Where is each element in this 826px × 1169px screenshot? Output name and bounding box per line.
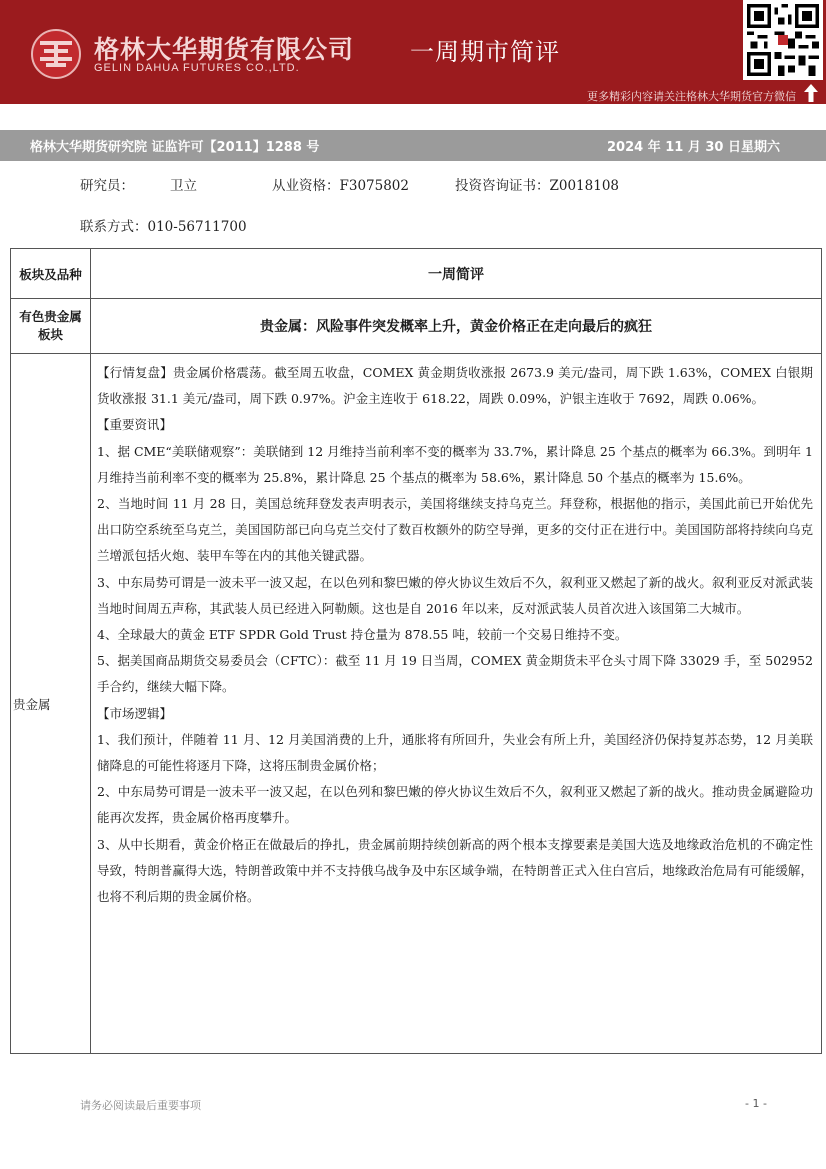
news-item-3: 3、中东局势可谓是一波未平一波又起，在以色列和黎巴嫩的停火协议生效后不久，叙利亚又燃起了新的战火。叙利亚反对派武装当地时间周五声称，其武装人员已经进入阿勒颇。这也是自 2016 年以来，反对派武装人员首次进入该国第二大城市。 [97,574,813,616]
section-label-line1: 有色贵金属 [19,309,82,324]
review-body [91,354,822,1054]
news-item-1: 1、据 CME“美联储观察”：美联储到 12 月维持当前利率不变的概率为 33.7%，累计降息 25 个基点的概率为 66.3%。到明年 1 月维持当前利率不变的概率为 25.8%，累计降息 25 个基点的概率为 58.6%，累计降息 50 个基点的概率为 15.6%。 [97,443,813,485]
report-title: 一周期市简评 [410,38,560,66]
wechat-qr-code-icon [743,0,823,80]
company-name-en: GELIN DAHUA FUTURES CO.,LTD. [94,62,300,74]
column-header-sector: 板块及品种 [11,249,91,299]
logic-item-1: 1、我们预计，伴随着 11 月、12 月美国消费的上升，通胀将有所回升，失业会有所上升，美国经济仍保持复苏态势，12 月美联储降息的可能性将逐月下降，这将压制贵金属价格； [97,731,813,774]
product-label: 贵金属 [11,354,91,1054]
report-date: 2024 年 11 月 30 日星期六 [607,140,780,155]
info-bar [0,130,826,161]
researcher-name: 卫立 [170,178,197,194]
institute-license: 格林大华期货研究院 证监许可【2011】1288 号 [30,140,320,155]
logic-item-3: 3、从中长期看，黄金价格正在做最后的挣扎，贵金属前期持续创新高的两个根本支撑要素是美国大选及地缘政治危机的不确定性导致，特朗普赢得大选，特朗普政策中并不支持俄乌战争及中东区域争端，在特朗普正式入住白宫后，地缘政治危局有可能缓解，也将不利后期的贵金属价格。 [97,836,813,905]
news-item-4: 4、全球最大的黄金 ETF SPDR Gold Trust 持仓量为 878.55 吨，较前一个交易日维持不变。 [97,627,628,643]
page-number: - 1 - [745,1097,767,1110]
section-label-line2: 板块 [37,327,63,342]
consult-certificate: 投资咨询证书：Z0018108 [455,178,620,194]
weekly-review-table [10,248,822,1054]
section-label [11,299,91,354]
disclaimer-note: 请务必阅读最后重要事项 [80,1099,201,1112]
company-name-cn: 格林大华期货有限公司 [94,35,355,64]
table-header-row [11,249,822,299]
market-logic-heading: 【市场逻辑】 [97,705,173,721]
logic-item-2: 2、中东局势可谓是一波未平一波又起，在以色列和黎巴嫩的停火协议生效后不久，叙利亚又燃起了新的战火。推动贵金属避险功能再次发挥，贵金属价格再度攀升。 [97,784,813,826]
wechat-follow-text: 更多精彩内容请关注格林大华期货官方微信 [587,90,796,103]
body-row [11,354,822,1054]
section-row [11,299,822,354]
market-recap-paragraph: 【行情复盘】贵金属价格震荡。截至周五收盘，COMEX 黄金期货收涨报 2673.9 美元/盎司，周下跌 1.63%，COMEX 白银期货收涨报 31.1 美元/盎司，周下跌 0.97%。沪金主连收于 618.22，周跌 0.09%，沪银主连收于 7692，周跌 0.06%。 [97,365,813,407]
section-title: 贵金属：风险事件突发概率上升，黄金价格正在走向最后的疯狂 [91,299,822,354]
up-arrow-icon [804,84,818,102]
qualification-number: 从业资格：F3075802 [272,178,409,194]
column-header-review: 一周简评 [91,249,822,299]
news-item-2: 2、当地时间 11 月 28 日，美国总统拜登发表声明表示，美国将继续支持乌克兰。拜登称，根据他的指示，美国此前已开始优先出口防空系统至乌克兰，美国国防部已向乌克兰交付了数百枚额外的防空导弹，更多的交付正在进行中。美国国防部将持续向乌克兰增派包括火炮、装甲车等在内的其他关键武器。 [97,496,813,564]
company-logo-icon [30,28,82,80]
researcher-label: 研究员： [80,178,134,194]
report-header [0,0,826,104]
key-news-heading: 【重要资讯】 [97,417,173,433]
contact-info: 联系方式：010-56711700 [80,219,247,235]
news-item-5: 5、据美国商品期货交易委员会（CFTC）：截至 11 月 19 日当周，COMEX 黄金期货未平仓头寸周下降 33029 手，至 502952 手合约，继续大幅下降。 [97,653,813,695]
